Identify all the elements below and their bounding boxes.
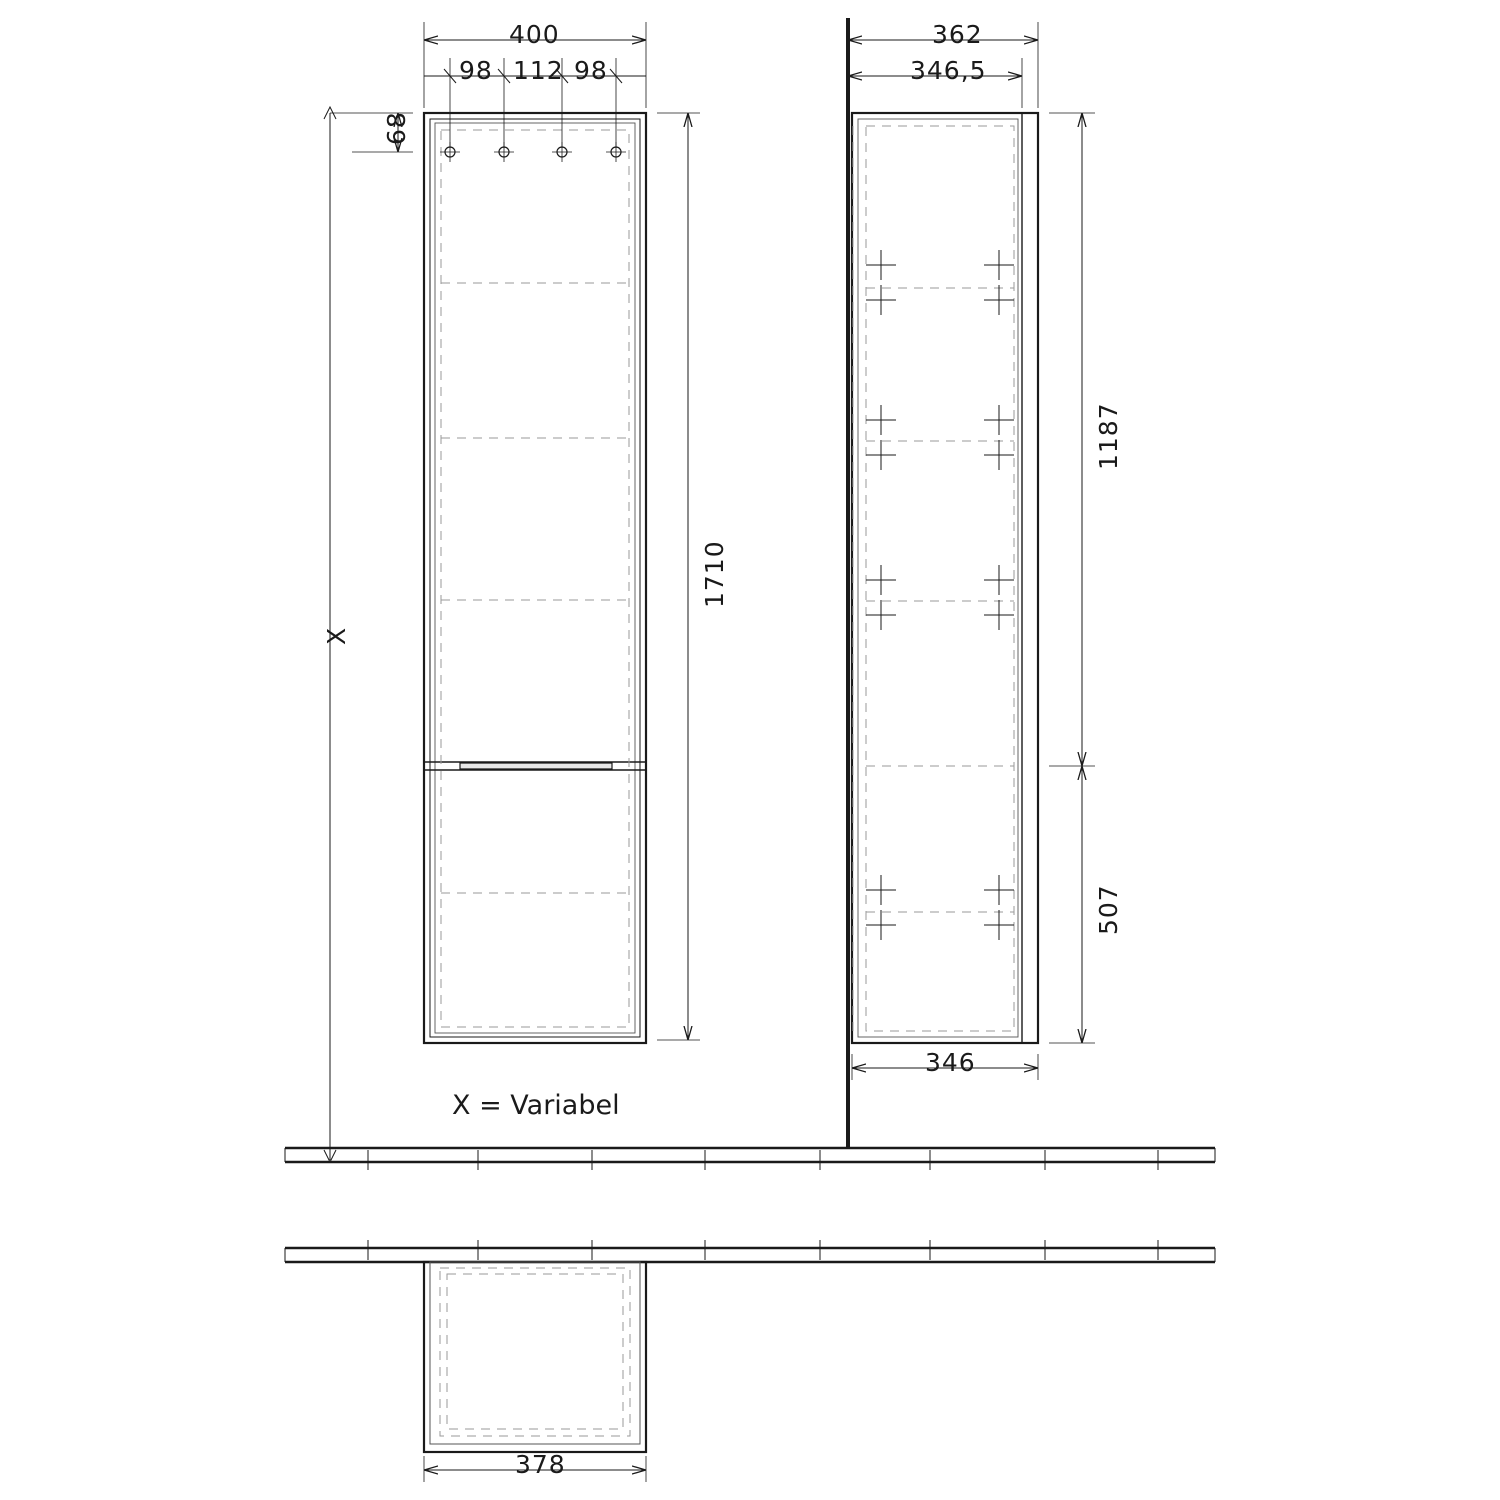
section-band-upper xyxy=(285,1148,1215,1170)
dim-label-side-upper-height: 1187 xyxy=(1094,402,1123,470)
dim-label-plan-width: 378 xyxy=(515,1450,566,1479)
top-view-hidden-lines xyxy=(440,1268,630,1436)
dim-label-front-top-offset: 68 xyxy=(382,111,411,145)
front-view-hidden-lines xyxy=(441,130,629,1027)
front-extension-lines xyxy=(330,22,646,152)
front-view-geometry xyxy=(424,113,646,1043)
dim-label-front-seg-left: 98 xyxy=(459,56,493,85)
dim-label-front-seg-mid: 112 xyxy=(513,56,564,85)
side-view-shelf-supports xyxy=(866,250,1014,940)
dim-label-side-door-depth: 346 xyxy=(925,1048,976,1077)
dim-label-front-seg-right: 98 xyxy=(574,56,608,85)
front-view-mounting-holes xyxy=(440,142,626,162)
variable-note: X = Variabel xyxy=(452,1090,620,1121)
dim-label-side-inner-depth: 346,5 xyxy=(910,56,987,85)
side-view-hidden-lines xyxy=(853,126,1014,1031)
dim-front-1710 xyxy=(657,113,700,1040)
dim-label-side-lower-height: 507 xyxy=(1094,884,1123,935)
top-view-geometry xyxy=(424,1262,646,1452)
dim-label-front-variable: X xyxy=(322,626,351,645)
dim-label-side-depth: 362 xyxy=(932,20,983,49)
section-band-lower xyxy=(285,1240,1215,1262)
dim-label-front-width: 400 xyxy=(509,20,560,49)
side-extension-lines xyxy=(848,22,1095,1080)
side-view-geometry xyxy=(848,18,1038,1148)
dim-label-front-height: 1710 xyxy=(700,540,729,608)
